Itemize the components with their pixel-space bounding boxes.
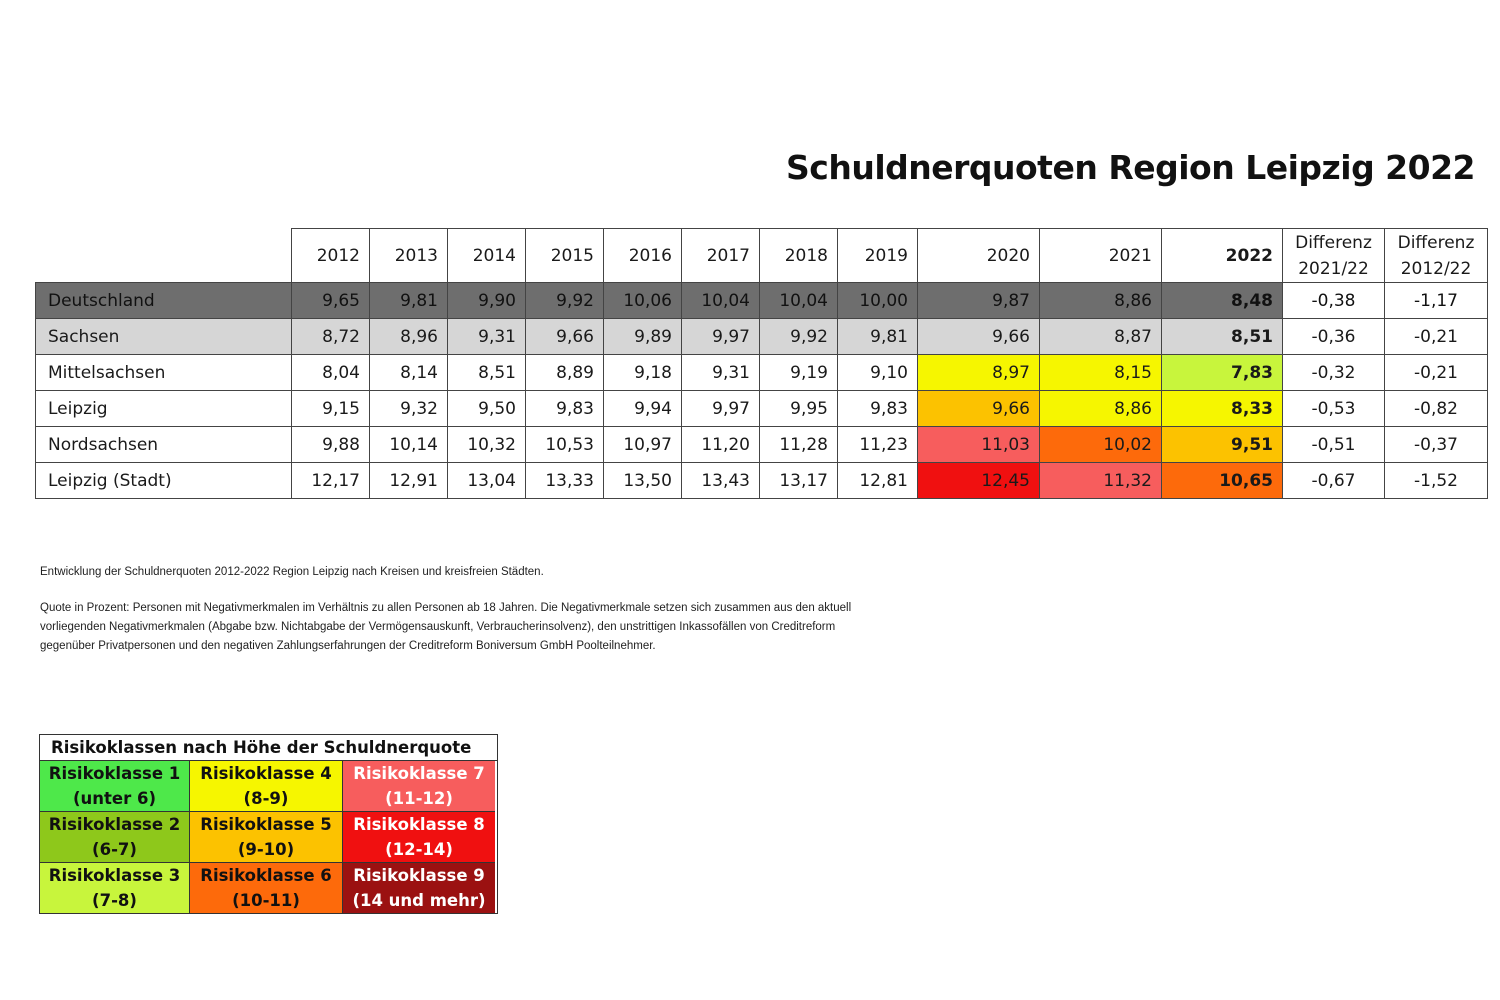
risk-class-name: Risikoklasse 5 — [200, 815, 332, 834]
value-cell: 10,32 — [448, 427, 526, 463]
value-cell: 11,03 — [918, 427, 1040, 463]
value-cell: 9,31 — [682, 355, 760, 391]
region-label: Leipzig (Stadt) — [36, 463, 292, 499]
region-label: Nordsachsen — [36, 427, 292, 463]
difference-cell: -0,38 — [1283, 283, 1385, 319]
risk-class-cell — [40, 812, 190, 863]
value-cell: 9,97 — [682, 319, 760, 355]
year-header: 2012 — [292, 229, 370, 283]
risk-class-name: Risikoklasse 8 — [353, 815, 485, 834]
value-cell: 9,81 — [370, 283, 448, 319]
value-cell: 10,06 — [604, 283, 682, 319]
table-row — [36, 283, 1488, 319]
difference-cell: -0,37 — [1385, 427, 1488, 463]
difference-cell: -0,36 — [1283, 319, 1385, 355]
year-header: 2020 — [918, 229, 1040, 283]
risk-class-cell — [343, 761, 495, 812]
value-cell: 8,72 — [292, 319, 370, 355]
value-cell: 9,50 — [448, 391, 526, 427]
value-cell: 13,50 — [604, 463, 682, 499]
value-cell: 9,94 — [604, 391, 682, 427]
value-cell: 8,86 — [1040, 283, 1162, 319]
year-header: 2018 — [760, 229, 838, 283]
risk-class-cell — [40, 761, 190, 812]
value-cell: 9,97 — [682, 391, 760, 427]
risk-class-range: (9-10) — [237, 840, 295, 859]
value-cell: 11,20 — [682, 427, 760, 463]
value-cell: 9,83 — [838, 391, 918, 427]
value-cell: 13,33 — [526, 463, 604, 499]
value-cell: 9,65 — [292, 283, 370, 319]
difference-cell: -1,17 — [1385, 283, 1488, 319]
risk-class-cell — [190, 761, 343, 812]
value-cell: 12,17 — [292, 463, 370, 499]
value-cell: 13,17 — [760, 463, 838, 499]
risk-class-cell — [40, 863, 190, 913]
value-cell: 8,86 — [1040, 391, 1162, 427]
value-cell: 10,53 — [526, 427, 604, 463]
value-cell: 10,97 — [604, 427, 682, 463]
table-row — [36, 319, 1488, 355]
risk-class-cell — [343, 863, 495, 913]
value-cell: 9,51 — [1162, 427, 1283, 463]
value-cell: 8,48 — [1162, 283, 1283, 319]
difference-cell: -0,51 — [1283, 427, 1385, 463]
value-cell: 9,66 — [918, 391, 1040, 427]
year-header: 2014 — [448, 229, 526, 283]
value-cell: 10,04 — [682, 283, 760, 319]
year-header: 2019 — [838, 229, 918, 283]
value-cell: 9,18 — [604, 355, 682, 391]
value-cell: 10,14 — [370, 427, 448, 463]
value-cell: 9,81 — [838, 319, 918, 355]
risk-class-name: Risikoklasse 6 — [200, 866, 332, 885]
table-corner — [36, 229, 292, 283]
risk-class-cell — [190, 812, 343, 863]
value-cell: 10,65 — [1162, 463, 1283, 499]
value-cell: 9,31 — [448, 319, 526, 355]
diff-header-line2: 2021/22 — [1298, 258, 1369, 279]
value-cell: 9,19 — [760, 355, 838, 391]
legend-grid — [40, 761, 497, 913]
value-cell: 9,92 — [526, 283, 604, 319]
difference-cell: -0,21 — [1385, 319, 1488, 355]
diff-header-line1: Differenz — [1397, 232, 1475, 253]
risk-class-range: (7-8) — [92, 891, 137, 910]
value-cell: 8,33 — [1162, 391, 1283, 427]
value-cell: 11,28 — [760, 427, 838, 463]
value-cell: 9,95 — [760, 391, 838, 427]
value-cell: 13,04 — [448, 463, 526, 499]
legend-title: Risikoklassen nach Höhe der Schuldnerquote — [40, 735, 497, 761]
risk-class-name: Risikoklasse 3 — [48, 866, 181, 885]
value-cell: 12,91 — [370, 463, 448, 499]
risk-class-range: (14 und mehr) — [352, 891, 486, 910]
page-title: Schuldnerquoten Region Leipzig 2022 — [786, 148, 1476, 187]
table-header-row — [36, 229, 1488, 283]
year-header: 2015 — [526, 229, 604, 283]
value-cell: 8,14 — [370, 355, 448, 391]
risk-class-cell — [343, 812, 495, 863]
value-cell: 9,15 — [292, 391, 370, 427]
value-cell: 10,00 — [838, 283, 918, 319]
table-row — [36, 355, 1488, 391]
value-cell: 8,51 — [1162, 319, 1283, 355]
table-row — [36, 463, 1488, 499]
table-row — [36, 427, 1488, 463]
diff-header-2012-22 — [1385, 229, 1488, 283]
value-cell: 8,04 — [292, 355, 370, 391]
difference-cell: -1,52 — [1385, 463, 1488, 499]
value-cell: 8,96 — [370, 319, 448, 355]
value-cell: 11,32 — [1040, 463, 1162, 499]
risk-class-range: (10-11) — [232, 891, 300, 910]
risk-class-range: (6-7) — [92, 840, 137, 859]
value-cell: 9,89 — [604, 319, 682, 355]
footnote-definition: Quote in Prozent: Personen mit Negativmerkmalen im Verhältnis zu allen Personen ab 18 Jahren. Die Negativmerkmale setzen sich zusammen aus den aktuell vorliegenden Negativmerkmalen (Abgabe bzw. Nichtabgabe der Vermögensauskunft, Verbraucherinsolvenz), den unstrittigen Inkassofällen von Creditreform gegenüber Privatpersonen und den negativen Zahlungserfahrungen der Creditreform Boniversum GmbH Poolteilnehmer. — [40, 602, 852, 652]
value-cell: 12,81 — [838, 463, 918, 499]
value-cell: 10,02 — [1040, 427, 1162, 463]
risk-class-name: Risikoklasse 7 — [353, 764, 485, 783]
risk-class-name: Risikoklasse 9 — [353, 866, 485, 885]
value-cell: 8,15 — [1040, 355, 1162, 391]
footnote-description: Entwicklung der Schuldnerquoten 2012-2022 Region Leipzig nach Kreisen und kreisfreien Städten. — [40, 566, 544, 578]
value-cell: 8,97 — [918, 355, 1040, 391]
risk-class-name: Risikoklasse 1 — [48, 764, 181, 783]
table-row — [36, 391, 1488, 427]
risk-class-range: (8-9) — [243, 789, 289, 808]
risk-class-range: (unter 6) — [72, 789, 156, 808]
value-cell: 8,89 — [526, 355, 604, 391]
region-label: Deutschland — [36, 283, 292, 319]
difference-cell: -0,32 — [1283, 355, 1385, 391]
value-cell: 9,66 — [918, 319, 1040, 355]
year-header: 2013 — [370, 229, 448, 283]
value-cell: 9,32 — [370, 391, 448, 427]
value-cell: 11,23 — [838, 427, 918, 463]
region-label: Sachsen — [36, 319, 292, 355]
risk-class-cell — [190, 863, 343, 913]
value-cell: 9,83 — [526, 391, 604, 427]
difference-cell: -0,67 — [1283, 463, 1385, 499]
difference-cell: -0,82 — [1385, 391, 1488, 427]
value-cell: 7,83 — [1162, 355, 1283, 391]
year-header: 2016 — [604, 229, 682, 283]
risk-class-name: Risikoklasse 4 — [200, 764, 332, 783]
value-cell: 9,92 — [760, 319, 838, 355]
value-cell: 8,87 — [1040, 319, 1162, 355]
value-cell: 9,90 — [448, 283, 526, 319]
value-cell: 9,10 — [838, 355, 918, 391]
difference-cell: -0,53 — [1283, 391, 1385, 427]
risk-class-range: (12-14) — [385, 840, 453, 859]
difference-cell: -0,21 — [1385, 355, 1488, 391]
year-header: 2017 — [682, 229, 760, 283]
year-header: 2021 — [1040, 229, 1162, 283]
risk-class-name: Risikoklasse 2 — [48, 815, 181, 834]
value-cell: 13,43 — [682, 463, 760, 499]
value-cell: 12,45 — [918, 463, 1040, 499]
footnotes — [40, 563, 880, 673]
diff-header-2021-22 — [1283, 229, 1385, 283]
diff-header-line1: Differenz — [1295, 232, 1372, 253]
value-cell: 8,51 — [448, 355, 526, 391]
diff-header-line2: 2012/22 — [1400, 258, 1472, 279]
region-label: Mittelsachsen — [36, 355, 292, 391]
year-header-current: 2022 — [1162, 229, 1283, 283]
risk-class-range: (11-12) — [385, 789, 453, 808]
value-cell: 9,87 — [918, 283, 1040, 319]
value-cell: 10,04 — [760, 283, 838, 319]
value-cell: 9,66 — [526, 319, 604, 355]
region-label: Leipzig — [36, 391, 292, 427]
value-cell: 9,88 — [292, 427, 370, 463]
debtor-quota-table — [35, 228, 1488, 499]
risk-class-legend — [39, 734, 498, 914]
